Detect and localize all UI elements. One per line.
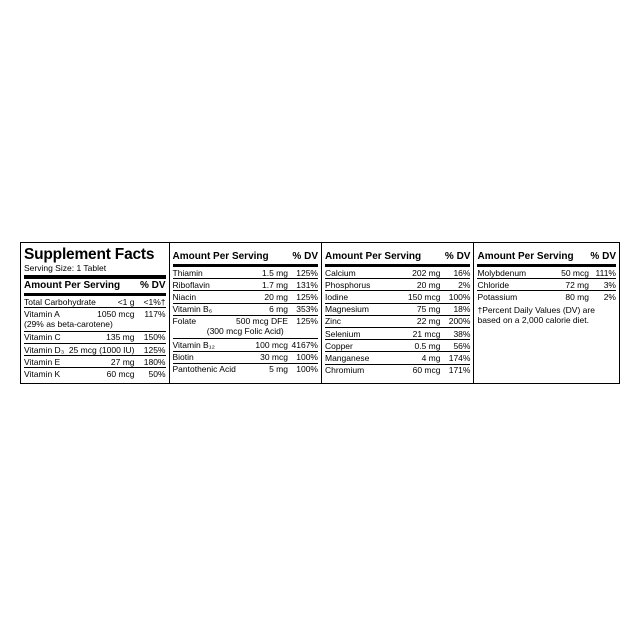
nutrient-amount: 80 mg — [565, 291, 589, 302]
nutrient-row — [173, 279, 318, 291]
nutrient-dv: 125% — [296, 291, 318, 302]
nutrient-row — [24, 356, 166, 368]
nutrient-amount: 135 mg — [106, 332, 135, 343]
facts-column-2 — [170, 243, 322, 383]
nutrient-name: Folate — [172, 316, 197, 327]
facts-title: Supplement Facts — [24, 246, 155, 263]
nutrient-name: Vitamin E — [24, 356, 61, 367]
nutrient-dv: 150% — [143, 332, 166, 343]
nutrient-row — [173, 316, 318, 340]
nutrient-row — [173, 304, 318, 316]
nutrient-dv: 100% — [296, 364, 318, 375]
nutrient-name: Calcium — [324, 267, 356, 278]
nutrient-row — [173, 291, 318, 303]
nutrient-dv: 117% — [144, 308, 166, 319]
nutrient-name: Magnesium — [324, 304, 369, 315]
supplement-facts-panel — [20, 242, 620, 384]
nutrient-name: Pantothenic Acid — [172, 364, 236, 375]
nutrient-amount: 30 mcg — [260, 352, 288, 363]
facts-column-4 — [474, 243, 619, 383]
nutrient-name: Zinc — [324, 316, 342, 327]
nutrient-amount: 1050 mcg — [97, 308, 135, 319]
nutrient-dv: 353% — [296, 304, 318, 315]
nutrient-amount: 150 mcg — [407, 291, 441, 302]
nutrient-row — [325, 291, 470, 303]
amount-header: Amount Per Serving — [477, 251, 574, 262]
nutrient-row — [24, 308, 166, 332]
nutrient-dv: 18% — [453, 304, 471, 315]
dv-footnote: †Percent Daily Values (DV) are based on a 2,000 calorie diet. — [477, 304, 595, 325]
nutrient-name: Iodine — [324, 291, 349, 302]
nutrient-row — [325, 352, 470, 364]
nutrient-amount: 20 mg — [264, 291, 288, 302]
nutrient-dv: 16% — [453, 267, 471, 278]
nutrient-dv: 100% — [448, 291, 471, 302]
amount-header: Amount Per Serving — [172, 251, 269, 262]
nutrient-dv: 180% — [143, 356, 166, 367]
nutrient-name: Phosphorus — [324, 279, 371, 290]
nutrient-dv: 2% — [458, 279, 471, 290]
nutrient-dv: 200% — [448, 316, 471, 327]
nutrient-row — [325, 365, 470, 376]
nutrient-dv: 38% — [453, 328, 471, 339]
nutrient-amount: 4 mg — [421, 352, 441, 363]
nutrient-row — [24, 332, 166, 344]
nutrient-dv: 174% — [448, 352, 471, 363]
nutrient-amount: 60 mcg — [412, 365, 441, 376]
serving-size: Serving Size: 1 Tablet — [24, 263, 166, 279]
nutrient-row — [173, 364, 318, 375]
nutrient-name: Total Carbohydrate — [24, 296, 96, 307]
nutrient-amount: 22 mg — [416, 316, 441, 327]
nutrient-name: Vitamin B₁₂ — [172, 339, 215, 350]
nutrient-row — [24, 296, 166, 308]
nutrient-dv: 171% — [448, 365, 471, 376]
nutrient-amount: 202 mg — [412, 267, 441, 278]
nutrient-amount: 72 mg — [565, 279, 589, 290]
amount-header: Amount Per Serving — [24, 280, 121, 291]
nutrient-name: Copper — [324, 340, 353, 351]
nutrient-name: Selenium — [324, 328, 361, 339]
column-header — [24, 279, 166, 296]
nutrient-dv: 125% — [296, 316, 318, 327]
nutrient-name: Manganese — [324, 352, 370, 363]
nutrient-note: (29% as beta-carotene) — [24, 318, 113, 329]
nutrient-name: Vitamin B₆ — [172, 304, 213, 315]
nutrient-amount: 25 mcg (1000 IU) — [68, 344, 135, 355]
nutrient-row — [24, 344, 166, 356]
nutrient-amount: 60 mcg — [106, 368, 135, 379]
facts-column-3 — [322, 243, 474, 383]
dv-header: % DV — [444, 251, 471, 262]
nutrient-dv: 4167% — [291, 339, 318, 350]
nutrient-name: Vitamin K — [24, 368, 61, 379]
nutrient-dv: 100% — [296, 352, 318, 363]
nutrient-row — [477, 291, 616, 302]
nutrient-name: Riboflavin — [172, 279, 210, 290]
nutrient-amount: 6 mg — [269, 304, 288, 315]
nutrient-amount: 21 mcg — [412, 328, 441, 339]
nutrient-row — [173, 267, 318, 279]
nutrient-amount: 1.7 mg — [261, 279, 288, 290]
nutrient-amount: 50 mcg — [561, 267, 589, 278]
nutrient-amount: 0.5 mg — [414, 340, 441, 351]
nutrient-amount: <1 g — [117, 296, 135, 307]
nutrient-dv: 56% — [453, 340, 471, 351]
nutrient-name: Biotin — [172, 352, 194, 363]
nutrient-list — [477, 267, 616, 303]
nutrient-dv: 125% — [296, 267, 318, 278]
nutrient-amount: 27 mg — [110, 356, 135, 367]
column-header — [477, 250, 616, 267]
nutrient-row — [325, 267, 470, 279]
nutrient-list — [173, 267, 318, 375]
nutrient-dv: 50% — [148, 368, 166, 379]
nutrient-amount: 1.5 mg — [261, 267, 288, 278]
nutrient-dv: 125% — [143, 344, 166, 355]
column-header — [325, 250, 470, 267]
nutrient-dv: 3% — [603, 279, 616, 290]
nutrient-dv: 131% — [296, 279, 318, 290]
nutrient-row — [325, 328, 470, 340]
nutrient-row — [173, 339, 318, 351]
nutrient-list — [325, 267, 470, 376]
facts-column-1 — [21, 243, 170, 383]
nutrient-name: Molybdenum — [477, 267, 527, 278]
nutrient-row — [325, 316, 470, 328]
nutrient-note: (300 mcg Folic Acid) — [206, 326, 284, 337]
nutrient-amount: 500 mcg DFE — [236, 316, 288, 327]
nutrient-name: Thiamin — [172, 267, 203, 278]
column-header — [173, 250, 318, 267]
nutrient-name: Chromium — [324, 365, 365, 376]
nutrient-row — [325, 304, 470, 316]
nutrient-name: Vitamin A — [24, 308, 60, 319]
nutrient-row — [173, 352, 318, 364]
nutrient-dv: 2% — [603, 291, 616, 302]
nutrient-name: Vitamin D₃ — [24, 344, 65, 355]
nutrient-amount: 100 mcg — [255, 339, 288, 350]
nutrient-name: Vitamin C — [24, 332, 61, 343]
nutrient-amount: 20 mg — [416, 279, 441, 290]
nutrient-row — [477, 279, 616, 291]
nutrient-row — [24, 368, 166, 379]
nutrient-amount: 5 mg — [269, 364, 288, 375]
dv-header: % DV — [139, 280, 166, 291]
nutrient-amount: 75 mg — [416, 304, 441, 315]
nutrient-dv: <1%† — [143, 296, 166, 307]
nutrient-row — [325, 340, 470, 352]
nutrient-name: Potassium — [477, 291, 518, 302]
dv-header: % DV — [590, 251, 616, 262]
nutrient-row — [325, 279, 470, 291]
nutrient-row — [477, 267, 616, 279]
nutrient-name: Chloride — [477, 279, 510, 290]
nutrient-list — [24, 296, 166, 380]
nutrient-dv: 111% — [595, 267, 616, 278]
nutrient-name: Niacin — [172, 291, 197, 302]
amount-header: Amount Per Serving — [324, 251, 422, 262]
dv-header: % DV — [292, 251, 318, 262]
